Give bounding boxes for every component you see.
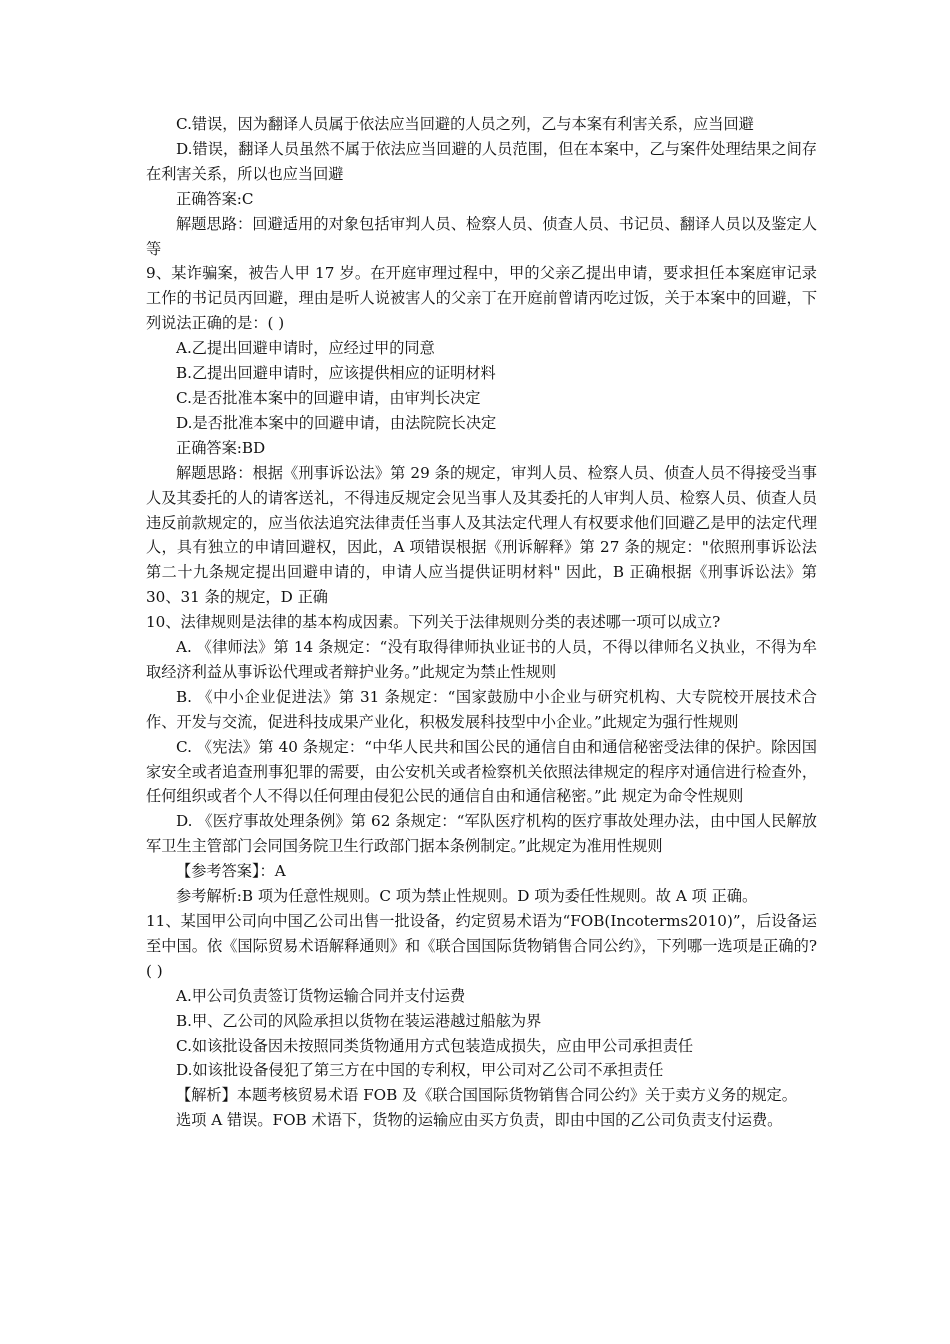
q10-option-b: B. 《中小企业促进法》第 31 条规定：“国家鼓励中小企业与研究机构、大专院校开展技术合作、开发与交流，促进科技成果产业化，积极发展科技型中小企业。”此规定为强行性规则 [146, 687, 817, 731]
question-10: 10、法律规则是法律的基本构成因素。下列关于法律规则分类的表述哪一项可以成立? [146, 613, 721, 632]
q10-option-c: C. 《宪法》第 40 条规定：“中华人民共和国公民的通信自由和通信秘密受法律的保护。除因国家安全或者追查刑事犯罪的需要，由公安机关或者检察机关依照法律规定的程序对通信进行检查外，任何组织或者个人不得以任何理由侵犯公民的通信自由和通信秘密。”此 规定为命令性规则 [146, 737, 817, 806]
q11-option-a-analysis: 选项 A 错误。FOB 术语下，货物的运输应由买方负责，即由中国的乙公司负责支付运费。 [176, 1111, 783, 1130]
q9-option-a: A.乙提出回避申请时，应经过甲的同意 [176, 339, 435, 358]
q9-answer: 正确答案:BD [176, 438, 266, 457]
q10-option-d: D. 《医疗事故处理条例》第 62 条规定：“军队医疗机构的医疗事故处理办法，由中国人民解放军卫生主管部门会同国务院卫生行政部门据本条例制定。”此规定为准用性规则 [146, 812, 817, 856]
q11-option-c: C.如该批设备因未按照同类货物通用方式包装造成损失，应由甲公司承担责任 [176, 1036, 694, 1055]
q9-option-c: C.是否批准本案中的回避申请，由审判长决定 [176, 388, 481, 407]
explanation-paragraph: 解题思路：回避适用的对象包括审判人员、检察人员、侦查人员、书记员、翻译人员以及鉴定人等 [146, 214, 817, 258]
question-9: 9、某诈骗案，被告人甲 17 岁。在开庭审理过程中，甲的父亲乙提出申请，要求担任本案庭审记录工作的书记员丙回避，理由是听人说被害人的父亲丁在开庭前曾请丙吃过饭，关于本案中的回避，下列说法正确的是：( ) [146, 264, 817, 333]
q11-option-b: B.甲、乙公司的风险承担以货物在装运港越过船舷为界 [176, 1011, 542, 1030]
paragraph-option-d: D.错误，翻译人员虽然不属于依法应当回避的人员范围，但在本案中，乙与案件处理结果之间存在利害关系，所以也应当回避 [146, 139, 817, 183]
question-11: 11、某国甲公司向中国乙公司出售一批设备，约定贸易术语为“FOB(Incoterms2010)”，后设备运至中国。依《国际贸易术语解释通则》和《联合国国际货物销售合同公约》，下列哪一选项是正确的?( ) [146, 912, 817, 980]
q9-option-b: B.乙提出回避申请时，应该提供相应的证明材料 [176, 364, 496, 383]
answer-line: 正确答案:C [176, 189, 254, 208]
q10-answer: 【参考答案】：A [176, 862, 286, 881]
q9-option-d: D.是否批准本案中的回避申请，由法院院长决定 [176, 413, 497, 432]
q9-explanation: 解题思路：根据《刑事诉讼法》第 29 条的规定，审判人员、检察人员、侦查人员不得接受当事人及其委托的人的请客送礼，不得违反规定会见当事人及其委托的人审判人员、检察人员、侦查人员违反前款规定的，应当依法追究法律责任当事人及其法定代理人有权要求他们回避乙是甲的法定代理人，具有独立的申请回避权，因此，A 项错误根据《刑诉解释》第 27 条的规定："依照刑事诉讼法第二十九条规定提出回避申请的，申请人应当提供证明材料" 因此，B 正确根据《刑事诉讼法》第 30、31 条的规定，D 正确 [146, 463, 817, 607]
q11-analysis: 【解析】本题考核贸易术语 FOB 及《联合国国际货物销售合同公约》关于卖方义务的规定。 [176, 1086, 797, 1105]
q10-explanation: 参考解析:B 项为任意性规则。C 项为禁止性规则。D 项为委任性规则。故 A 项 正确。 [176, 887, 758, 906]
q11-option-d: D.如该批设备侵犯了第三方在中国的专利权，甲公司对乙公司不承担责任 [176, 1061, 664, 1080]
q11-option-a: A.甲公司负责签订货物运输合同并支付运费 [176, 986, 466, 1005]
paragraph-option-c: C.错误，因为翻译人员属于依法应当回避的人员之列，乙与本案有利害关系，应当回避 [176, 115, 754, 133]
q10-option-a: A. 《律师法》第 14 条规定：“没有取得律师执业证书的人员，不得以律师名义执业，不得为牟取经济利益从事诉讼代理或者辩护业务。”此规定为禁止性规则 [146, 638, 817, 681]
